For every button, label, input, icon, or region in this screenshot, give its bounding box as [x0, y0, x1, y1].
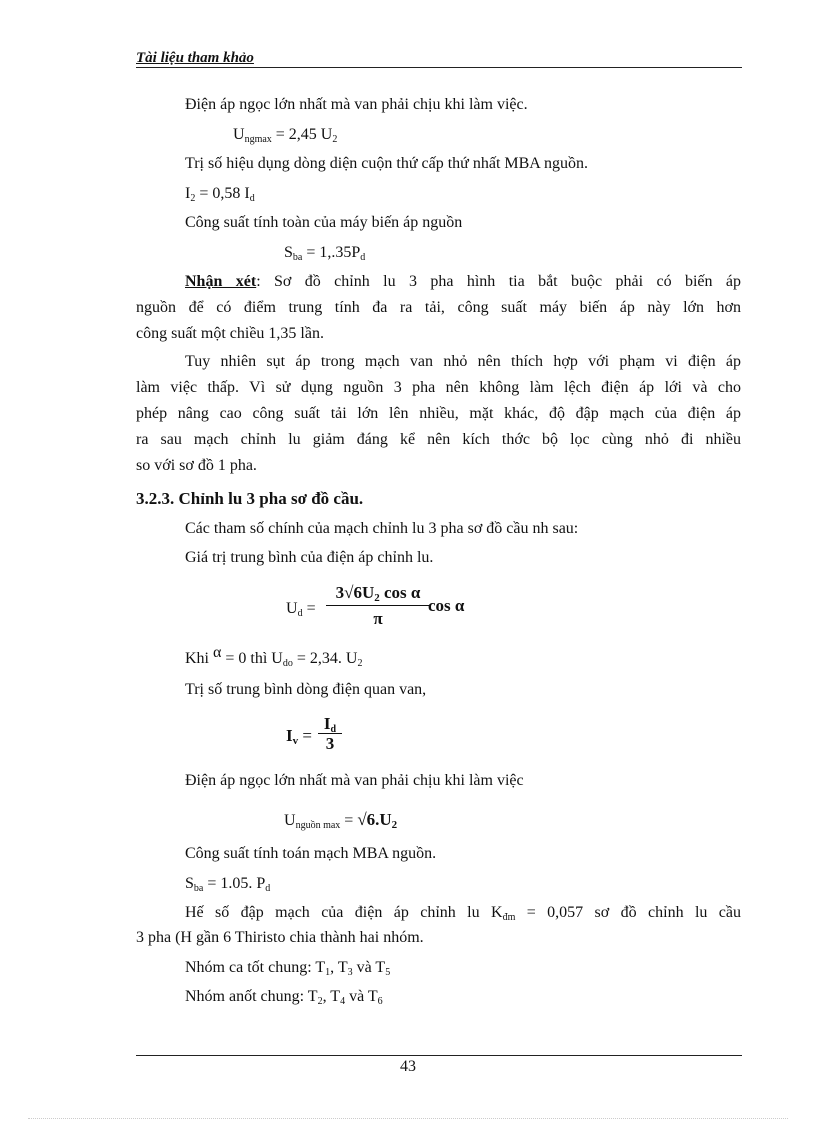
page-number: 43 — [400, 1058, 416, 1075]
text-line: Công suất tính toàn của máy biến áp nguồn — [185, 214, 463, 231]
page-edge-divider — [28, 1118, 788, 1119]
text-line: Điện áp ngọc lớn nhất mà van phải chịu khi làm việc. — [185, 96, 528, 113]
section-heading: 3.2.3. Chỉnh lu 3 pha sơ đồ cầu. — [136, 489, 364, 508]
equation-sba-halfwave: $S_{ba} = 1,.35P_d$ — [284, 244, 366, 263]
paragraph-line: Tuy nhiên sụt áp trong mạch van nhỏ nên thích hợp với phạm vi điện áp — [185, 353, 741, 370]
iv-fraction: $I_d$ 3 — [318, 714, 342, 754]
paragraph-remark-line: Nhận xét: Sơ đồ chỉnh lu 3 pha hình tia bắt buộc phải có biến áp — [185, 273, 742, 290]
ud-fraction: $3√6U_2$ cos α π — [326, 583, 430, 629]
equation-i2: $I_2 = 0,58$ $I_d$ — [185, 185, 255, 204]
paragraph-line: 3 pha (H gần 6 Thiristo chia thành hai nhóm. — [136, 929, 424, 946]
paragraph-line: làm việc thấp. Vì sử dụng nguồn 3 pha nên không làm lệch điện áp lới và cho — [136, 379, 741, 396]
paragraph-line: phép nâng cao công suất tải lớn lên nhiều, mặt khác, độ đập mạch của điện áp — [136, 405, 741, 422]
equation-udo: Khi α = 0 thì $U_{do} = 2,34$. $U_2$ — [185, 644, 363, 669]
text-line: Giá trị trung bình của điện áp chỉnh lu. — [185, 549, 434, 566]
text-line: Trị số hiệu dụng dòng diện cuộn thứ cấp thứ nhất MBA nguồn. — [185, 155, 588, 172]
paragraph-line: so với sơ đồ 1 pha. — [136, 457, 257, 474]
cathode-group-line: Nhóm ca tốt chung: $T_1$, $T_3$ và $T_5$ — [185, 959, 391, 978]
anode-group-line: Nhóm anốt chung: $T_2$, $T_4$ và $T_6$ — [185, 988, 383, 1007]
text-line: Các tham số chính của mạch chỉnh lu 3 pha sơ đồ cầu nh sau: — [185, 520, 579, 537]
paragraph-remark-line: công suất một chiều 1,35 lần. — [136, 325, 324, 342]
paragraph-remark-line: nguồn để có điểm trung tính đa ra tải, công suất máy biến áp này lớn hơn — [136, 299, 741, 316]
paragraph-line: ra sau mạch chỉnh lu giảm đáng kể nên kích thớc bộ lọc cùng nhỏ đi nhiều — [136, 431, 741, 448]
text-line: Trị số trung bình dòng điện quan van, — [185, 681, 427, 698]
equation-ungmax: $U_{ngmax} = 2,45$ $U_2$ — [233, 126, 338, 145]
text-line: Công suất tính toán mạch MBA nguồn. — [185, 845, 437, 862]
footer-rule — [136, 1055, 742, 1056]
running-header — [136, 49, 742, 68]
paragraph-line: Hế số đập mạch của điện áp chỉnh lu $K_{đm} = 0,057$ sơ đồ chỉnh lu cầu — [185, 904, 742, 923]
remark-label: Nhận xét — [185, 273, 257, 290]
text-line: Điện áp ngọc lớn nhất mà van phải chịu khi làm việc — [185, 772, 524, 789]
equation-unguon-max: $U_{nguồn max} = √6.U_2$ — [284, 810, 398, 831]
equation-sba-bridge: $S_{ba} = 1.05$. $P_d$ — [185, 875, 271, 894]
header-title: Tài liệu tham khảo — [136, 50, 254, 66]
